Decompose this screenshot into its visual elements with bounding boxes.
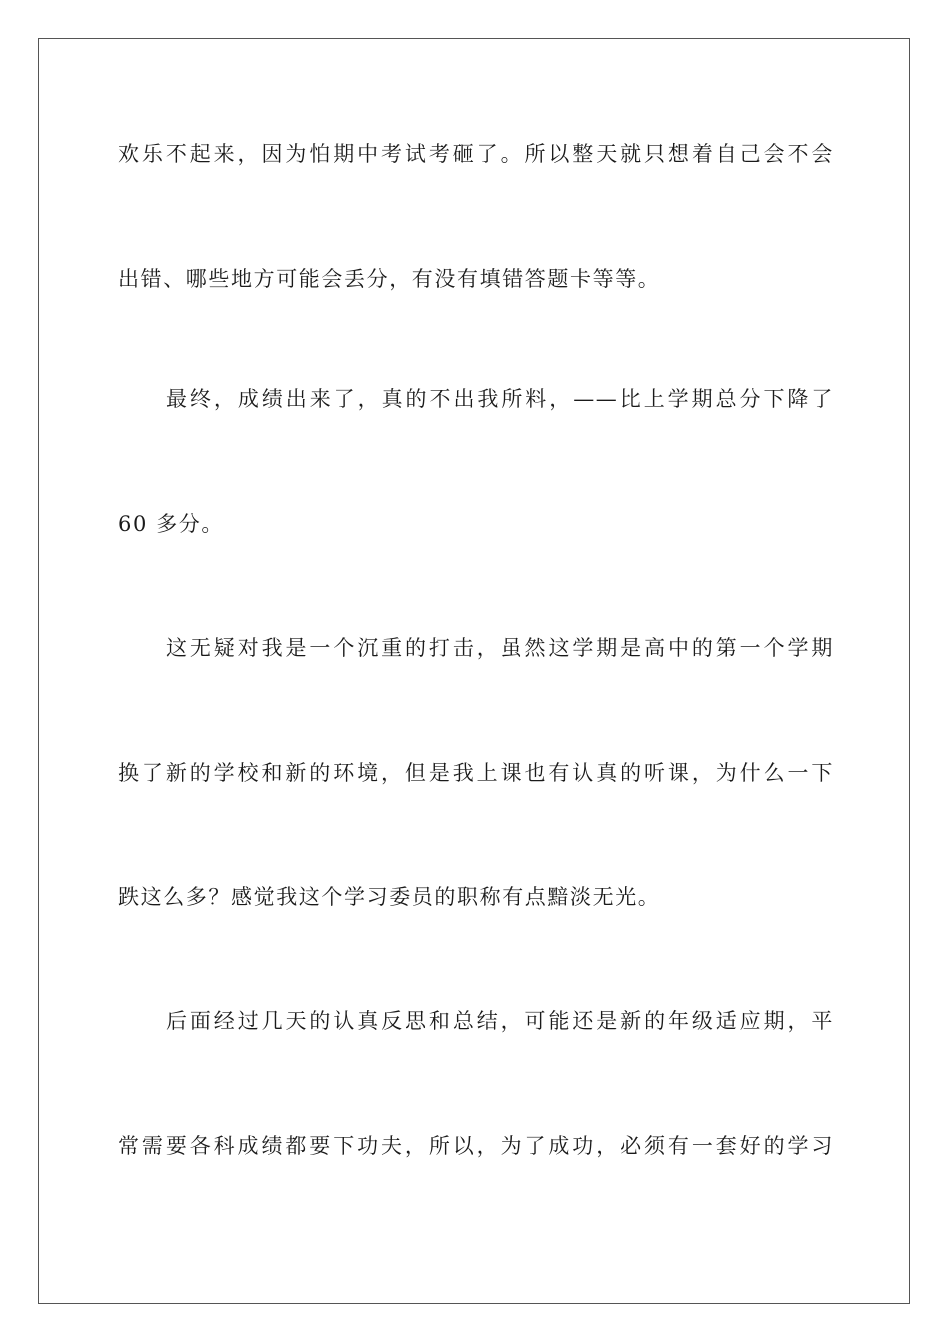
text-line-7: 跌这么多？感觉我这个学习委员的职称有点黯淡无光。 [118,885,661,909]
text-line-5: 这无疑对我是一个沉重的打击，虽然这学期是高中的第一个学期 [166,636,834,660]
text-line-3: 最终，成绩出来了，真的不出我所料，——比上学期总分下降了 [166,387,834,411]
page-border [38,38,910,1304]
text-line-9: 常需要各科成绩都要下功夫，所以，为了成功，必须有一套好的学习 [118,1134,834,1158]
text-line-4: 60 多分。 [118,512,224,536]
text-line-1: 欢乐不起来，因为怕期中考试考砸了。所以整天就只想着自己会不会 [118,142,834,166]
text-line-2: 出错、哪些地方可能会丢分，有没有填错答题卡等等。 [118,267,661,291]
text-line-8: 后面经过几天的认真反思和总结，可能还是新的年级适应期，平 [166,1009,834,1033]
text-line-6: 换了新的学校和新的环境，但是我上课也有认真的听课，为什么一下 [118,761,834,785]
